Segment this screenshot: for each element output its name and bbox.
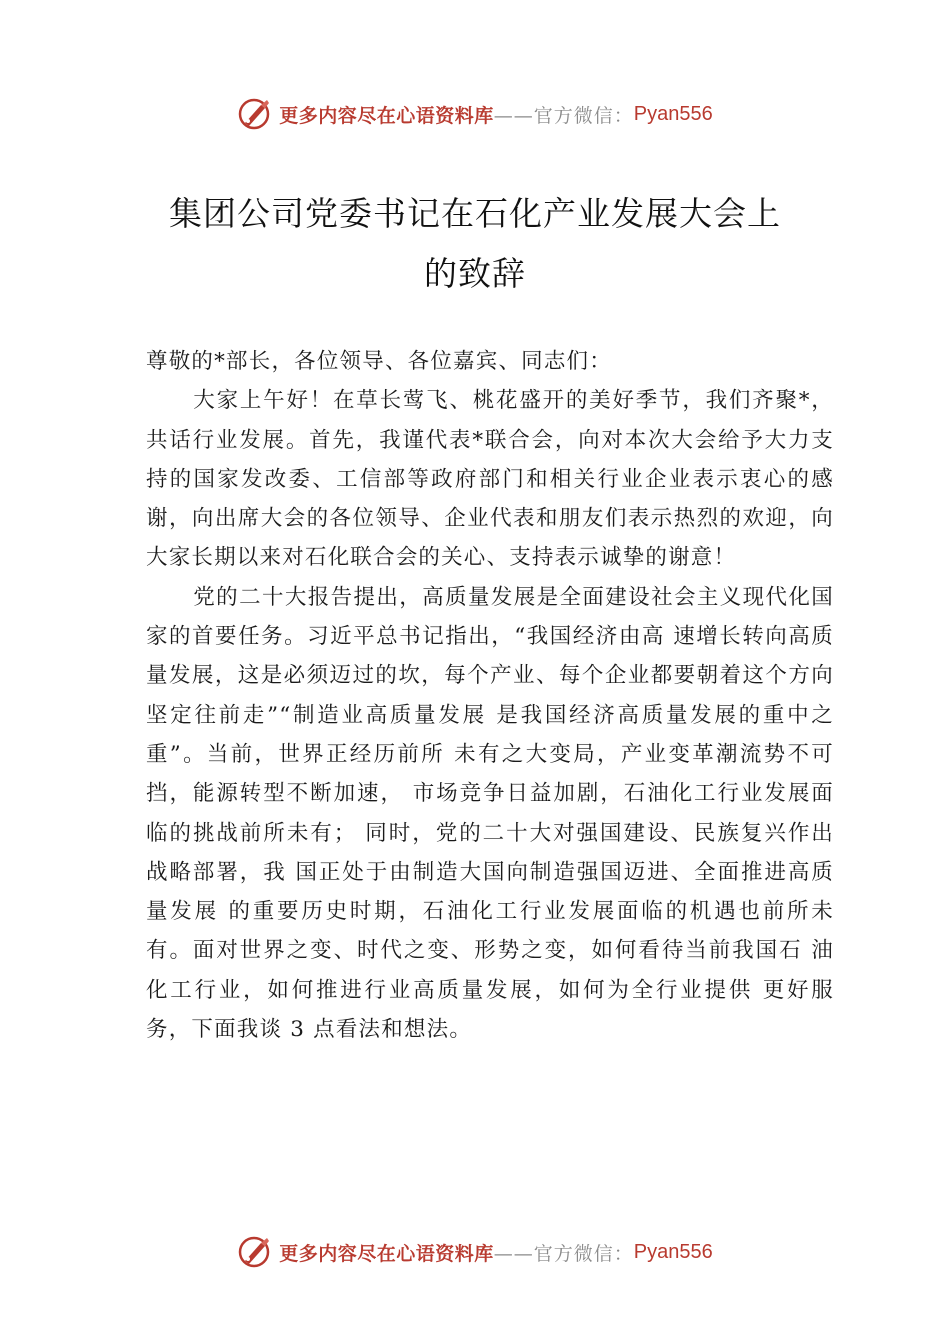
document-body: [146, 342, 834, 1049]
pen-logo-icon: [237, 96, 273, 132]
footer-banner-text: 更多内容尽在心语资料库: [279, 1242, 494, 1265]
footer-watermark-banner: [0, 1232, 950, 1272]
paragraph-2: 党的二十大报告提出，高质量发展是全面建设社会主义现代化国家的首要任务。习近平总书记指出，“我国经济由高 速增长转向高质量发展，这是必须迈过的坎，每个产业、每个企业都要朝着这个方向坚定往前走”“制造业高质量发展 是我国经济高质量发展的重中之重”。当前，世界正经历前所 未有之大变局，产业变革潮流势不可挡，能源转型不断加速， 市场竞争日益加剧，石油化工行业发展面临的挑战前所未有； 同时，党的二十大对强国建设、民族复兴作出战略部署，我 国正处于由制造大国向制造强国迈进、全面推进高质量发展 的重要历史时期，石油化工行业发展面临的机遇也前所未有。面对世界之变、时代之变、形势之变，如何看待当前我国石 油化工行业，如何推进行业高质量发展，如何为全行业提供 更好服务，下面我谈 3 点看法和想法。: [146, 584, 834, 1043]
paragraph-1: 大家上午好！在草长莺飞、桃花盛开的美好季节，我们齐聚*，共话行业发展。首先，我谨代表*联合会，向对本次大会给予大力支持的国家发改委、工信部等政府部门和相关行业企业表示衷心的感谢，向出席大会的各位领导、企业代表和朋友们表示热烈的欢迎，向大家长期以来对石化联合会的关心、支持表示诚挚的谢意！: [146, 388, 834, 571]
pen-logo-icon: [237, 1234, 273, 1270]
footer-banner-wechat-id: Pyan556: [633, 1240, 713, 1263]
salutation: 尊敬的*部长，各位领导、各位嘉宾、同志们：: [146, 349, 612, 374]
banner-wechat-id: Pyan556: [633, 102, 713, 125]
banner-separator: ——官方微信：: [493, 104, 634, 127]
document-title-line-1: 集团公司党委书记在石化产业发展大会上: [169, 194, 781, 233]
document-title-line-2: 的致辞: [424, 254, 526, 293]
header-watermark-banner: [0, 94, 950, 134]
footer-banner-separator: ——官方微信：: [493, 1242, 634, 1265]
banner-text: 更多内容尽在心语资料库: [279, 104, 494, 127]
